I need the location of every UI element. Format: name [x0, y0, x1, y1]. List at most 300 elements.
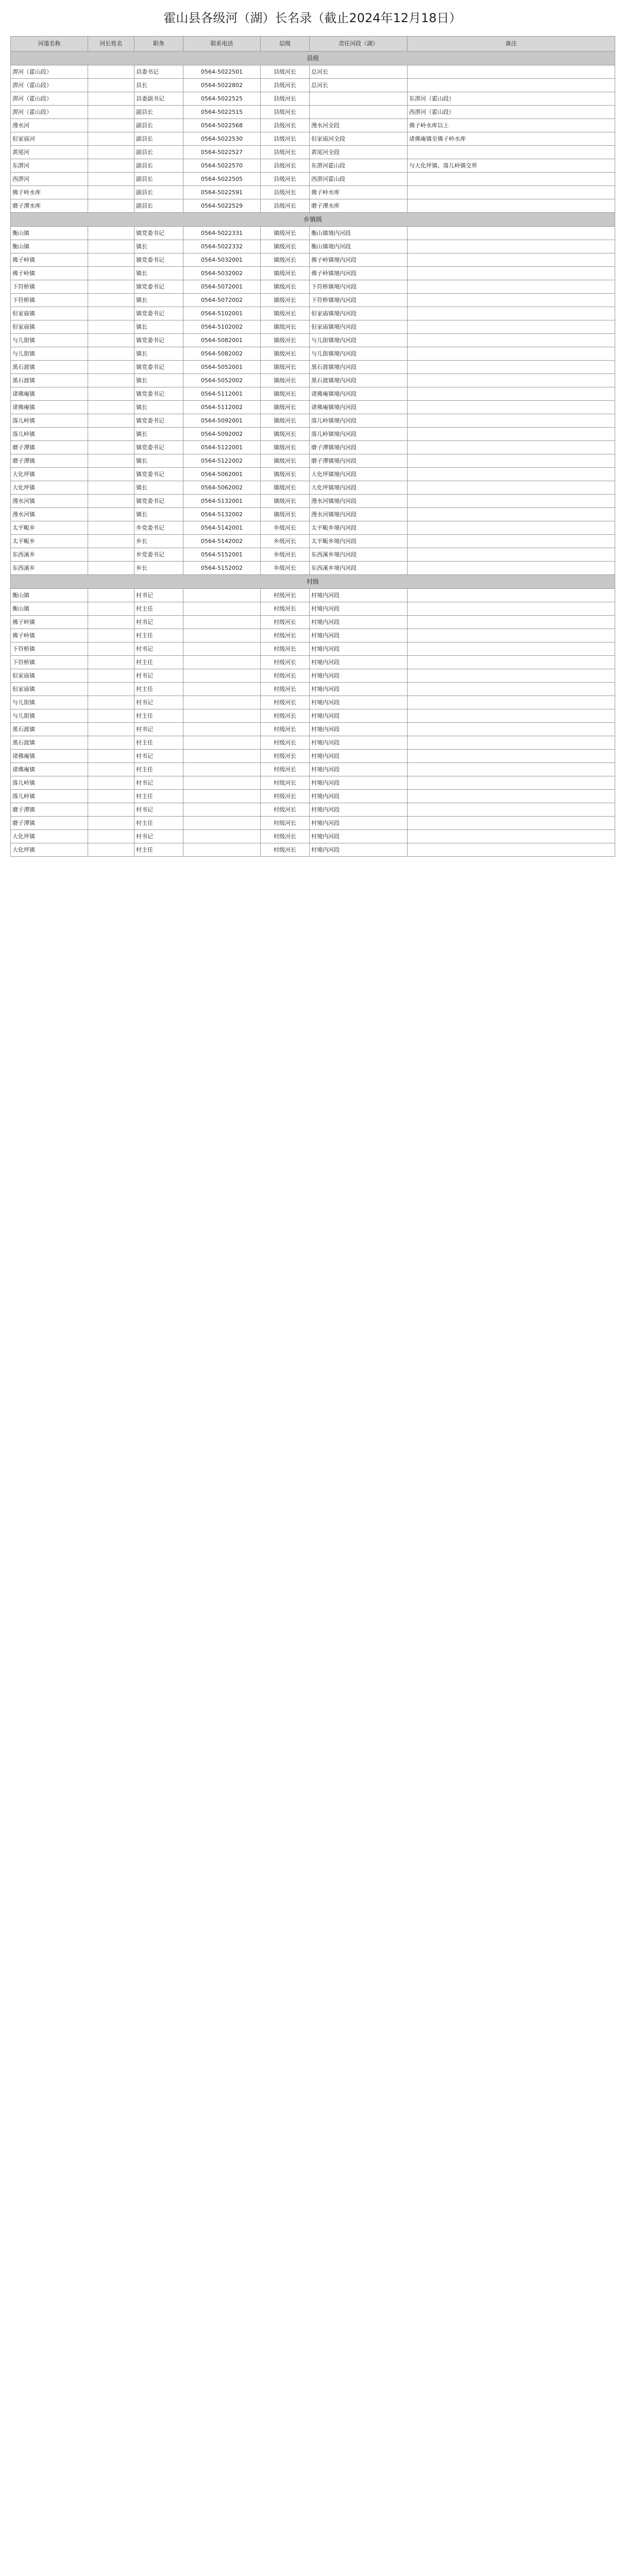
table-cell	[88, 616, 134, 629]
table-cell: 下符桥镇境内河段	[310, 294, 408, 307]
table-cell: 镇级河长	[261, 508, 310, 521]
table-cell	[88, 709, 134, 723]
table-cell: 但家庙镇境内河段	[310, 307, 408, 320]
table-row	[11, 119, 615, 132]
table-cell: 0564-5022570	[183, 159, 261, 173]
table-cell: 0564-5112001	[183, 387, 261, 401]
table-cell	[183, 602, 261, 616]
table-cell: 诸佛庵镇	[11, 401, 88, 414]
table-cell: 但家庙镇	[11, 320, 88, 334]
table-cell: 漫水河镇境内河段	[310, 495, 408, 508]
table-cell	[183, 750, 261, 763]
table-cell: 镇党委书记	[134, 468, 183, 481]
column-header: 河道名称	[11, 37, 88, 52]
table-cell: 镇级河长	[261, 267, 310, 280]
table-cell	[88, 589, 134, 602]
table-cell	[88, 481, 134, 495]
table-cell: 东西溪乡境内河段	[310, 562, 408, 575]
table-cell: 乡长	[134, 562, 183, 575]
table-cell	[408, 817, 615, 830]
table-row	[11, 240, 615, 253]
table-cell	[88, 240, 134, 253]
table-cell: 镇级河长	[261, 280, 310, 294]
page	[0, 0, 625, 873]
table-header	[11, 37, 615, 52]
table-cell: 0564-5132001	[183, 495, 261, 508]
table-row	[11, 750, 615, 763]
table-cell: 乡党委书记	[134, 521, 183, 535]
table-cell: 0564-5032002	[183, 267, 261, 280]
table-cell	[88, 817, 134, 830]
table-cell: 东西溪乡境内河段	[310, 548, 408, 562]
table-cell: 黑石渡镇境内河段	[310, 374, 408, 387]
table-row	[11, 642, 615, 656]
table-cell	[408, 750, 615, 763]
section-title: 村级	[11, 575, 615, 589]
table-cell: 佛子岭镇	[11, 629, 88, 642]
table-cell: 乡级河长	[261, 562, 310, 575]
table-cell	[408, 441, 615, 454]
table-cell: 村主任	[134, 763, 183, 776]
table-cell: 大化坪镇	[11, 468, 88, 481]
table-cell: 副县长	[134, 186, 183, 199]
table-cell	[88, 521, 134, 535]
table-cell: 村书记	[134, 696, 183, 709]
table-cell: 太平畈乡境内河段	[310, 521, 408, 535]
table-cell: 镇长	[134, 481, 183, 495]
table-cell: 村级河长	[261, 830, 310, 843]
table-cell: 县级河长	[261, 119, 310, 132]
table-cell: 0564-5122002	[183, 454, 261, 468]
table-cell	[183, 776, 261, 790]
table-cell: 村级河长	[261, 723, 310, 736]
table-cell: 0564-5082002	[183, 347, 261, 361]
section-row	[11, 575, 615, 589]
table-row	[11, 199, 615, 213]
table-cell: 村境内河段	[310, 629, 408, 642]
table-row	[11, 817, 615, 830]
table-cell: 淠河（霍山段）	[11, 92, 88, 106]
table-cell	[88, 387, 134, 401]
table-cell	[183, 817, 261, 830]
table-cell: 0564-5022331	[183, 227, 261, 240]
table-cell	[183, 763, 261, 776]
table-cell	[183, 629, 261, 642]
table-cell	[88, 65, 134, 79]
table-cell: 村级河长	[261, 803, 310, 817]
table-cell: 衡山镇	[11, 240, 88, 253]
table-cell	[88, 763, 134, 776]
table-cell	[88, 307, 134, 320]
table-cell	[88, 656, 134, 669]
table-cell	[88, 253, 134, 267]
table-row	[11, 803, 615, 817]
table-row	[11, 159, 615, 173]
table-cell: 落儿岭镇	[11, 414, 88, 428]
table-cell	[408, 240, 615, 253]
table-cell: 村书记	[134, 830, 183, 843]
table-cell: 镇级河长	[261, 334, 310, 347]
table-cell: 乡党委书记	[134, 548, 183, 562]
column-header: 联系电话	[183, 37, 261, 52]
table-cell: 镇级河长	[261, 401, 310, 414]
table-cell	[408, 186, 615, 199]
table-row	[11, 521, 615, 535]
table-cell	[88, 776, 134, 790]
table-cell	[88, 683, 134, 696]
table-cell	[88, 441, 134, 454]
table-cell	[408, 830, 615, 843]
table-cell: 0564-5152001	[183, 548, 261, 562]
table-cell: 磨子潭镇	[11, 441, 88, 454]
table-row	[11, 454, 615, 468]
table-cell	[88, 186, 134, 199]
table-row	[11, 334, 615, 347]
table-row	[11, 763, 615, 776]
table-cell: 黄尾河	[11, 146, 88, 159]
table-cell: 村境内河段	[310, 790, 408, 803]
table-cell: 磨子潭水库	[310, 199, 408, 213]
table-row	[11, 320, 615, 334]
table-row	[11, 535, 615, 548]
table-body	[11, 52, 615, 857]
table-row	[11, 146, 615, 159]
table-cell: 镇党委书记	[134, 307, 183, 320]
table-cell	[88, 629, 134, 642]
table-cell: 0564-5022802	[183, 79, 261, 92]
table-cell: 县级河长	[261, 186, 310, 199]
table-cell: 与儿街镇	[11, 334, 88, 347]
table-cell	[88, 508, 134, 521]
table-row	[11, 132, 615, 146]
table-cell: 村主任	[134, 736, 183, 750]
table-cell: 镇级河长	[261, 428, 310, 441]
table-cell: 镇党委书记	[134, 227, 183, 240]
table-cell: 乡长	[134, 535, 183, 548]
table-cell: 村境内河段	[310, 669, 408, 683]
table-cell	[408, 468, 615, 481]
table-cell: 镇长	[134, 401, 183, 414]
table-cell	[408, 65, 615, 79]
table-cell: 东淠河	[11, 159, 88, 173]
table-cell: 0564-5022529	[183, 199, 261, 213]
column-header: 职务	[134, 37, 183, 52]
table-cell: 诸佛庵镇	[11, 387, 88, 401]
table-cell	[183, 803, 261, 817]
table-cell: 村境内河段	[310, 763, 408, 776]
table-cell	[88, 495, 134, 508]
table-cell: 大化坪镇	[11, 481, 88, 495]
table-cell	[408, 521, 615, 535]
table-row	[11, 280, 615, 294]
table-cell: 东淠河（霍山段）	[408, 92, 615, 106]
table-cell	[88, 79, 134, 92]
table-cell: 0564-5022527	[183, 146, 261, 159]
table-row	[11, 736, 615, 750]
table-cell: 0564-5092002	[183, 428, 261, 441]
table-cell	[88, 401, 134, 414]
table-cell: 0564-5072002	[183, 294, 261, 307]
table-cell: 村境内河段	[310, 683, 408, 696]
table-cell: 淠河（霍山段）	[11, 79, 88, 92]
table-cell: 大化坪镇	[11, 843, 88, 857]
table-cell: 佛子岭镇境内河段	[310, 253, 408, 267]
table-cell	[88, 374, 134, 387]
table-cell: 村级河长	[261, 589, 310, 602]
table-cell: 镇级河长	[261, 227, 310, 240]
table-cell	[183, 830, 261, 843]
table-cell: 大化坪镇境内河段	[310, 481, 408, 495]
table-cell	[408, 401, 615, 414]
table-row	[11, 79, 615, 92]
table-cell	[88, 173, 134, 186]
table-cell: 西淠河	[11, 173, 88, 186]
table-cell: 村境内河段	[310, 696, 408, 709]
table-cell	[408, 428, 615, 441]
table-cell	[88, 159, 134, 173]
table-row	[11, 481, 615, 495]
table-cell	[408, 361, 615, 374]
table-cell: 副县长	[134, 159, 183, 173]
table-cell: 与儿街镇	[11, 696, 88, 709]
table-row	[11, 723, 615, 736]
table-cell: 0564-5142002	[183, 535, 261, 548]
table-row	[11, 173, 615, 186]
table-row	[11, 468, 615, 481]
table-cell: 淠河（霍山段）	[11, 106, 88, 119]
table-cell: 村主任	[134, 709, 183, 723]
table-cell	[183, 656, 261, 669]
table-row	[11, 776, 615, 790]
table-cell: 村级河长	[261, 790, 310, 803]
table-cell: 衡山镇	[11, 589, 88, 602]
table-cell: 但家庙镇	[11, 307, 88, 320]
table-cell	[408, 253, 615, 267]
table-cell: 县级河长	[261, 65, 310, 79]
table-row	[11, 669, 615, 683]
table-cell: 落儿岭镇	[11, 428, 88, 441]
table-cell	[183, 843, 261, 857]
table-cell: 镇级河长	[261, 307, 310, 320]
table-row	[11, 562, 615, 575]
table-cell	[408, 642, 615, 656]
table-cell: 乡级河长	[261, 521, 310, 535]
table-cell: 磨子潭镇	[11, 803, 88, 817]
table-cell: 0564-5032001	[183, 253, 261, 267]
table-cell: 东淠河霍山段	[310, 159, 408, 173]
table-cell: 0564-5122001	[183, 441, 261, 454]
table-row	[11, 361, 615, 374]
table-cell	[88, 468, 134, 481]
table-cell: 西淠河霍山段	[310, 173, 408, 186]
table-cell	[88, 414, 134, 428]
table-cell	[408, 307, 615, 320]
table-cell: 副县长	[134, 132, 183, 146]
table-cell	[408, 320, 615, 334]
table-cell: 诸佛庵镇境内河段	[310, 387, 408, 401]
table-cell	[408, 843, 615, 857]
table-row	[11, 294, 615, 307]
page-title: 霍山县各级河（湖）长名录（截止2024年12月18日）	[163, 11, 462, 25]
table-cell: 县级河长	[261, 199, 310, 213]
table-cell: 漫水河镇境内河段	[310, 508, 408, 521]
table-cell	[183, 589, 261, 602]
table-row	[11, 548, 615, 562]
table-cell	[408, 199, 615, 213]
section-title: 县级	[11, 52, 615, 65]
table-cell: 淠河（霍山段）	[11, 65, 88, 79]
table-cell: 副县长	[134, 199, 183, 213]
table-cell	[88, 803, 134, 817]
table-cell	[88, 843, 134, 857]
table-cell: 镇党委书记	[134, 387, 183, 401]
table-row	[11, 843, 615, 857]
table-cell: 0564-5022505	[183, 173, 261, 186]
table-cell: 村境内河段	[310, 843, 408, 857]
table-cell	[88, 92, 134, 106]
table-cell: 落儿岭镇境内河段	[310, 428, 408, 441]
table-cell: 0564-5102002	[183, 320, 261, 334]
table-cell: 0564-5022530	[183, 132, 261, 146]
table-cell: 镇级河长	[261, 374, 310, 387]
table-cell: 村级河长	[261, 750, 310, 763]
table-cell	[408, 535, 615, 548]
table-cell: 大化坪镇	[11, 830, 88, 843]
table-cell: 村书记	[134, 589, 183, 602]
table-cell: 镇级河长	[261, 495, 310, 508]
table-cell: 镇级河长	[261, 414, 310, 428]
table-row	[11, 616, 615, 629]
table-cell: 0564-5132002	[183, 508, 261, 521]
table-cell: 总河长	[310, 79, 408, 92]
table-cell: 副县长	[134, 173, 183, 186]
table-cell	[408, 414, 615, 428]
table-cell	[408, 589, 615, 602]
table-cell	[88, 267, 134, 280]
table-cell: 镇级河长	[261, 240, 310, 253]
table-cell: 镇党委书记	[134, 441, 183, 454]
table-row	[11, 414, 615, 428]
table-cell: 0564-5142001	[183, 521, 261, 535]
table-cell: 镇党委书记	[134, 253, 183, 267]
table-cell	[88, 602, 134, 616]
table-cell: 黑石渡镇	[11, 361, 88, 374]
table-cell: 县级河长	[261, 106, 310, 119]
table-cell: 镇级河长	[261, 441, 310, 454]
table-row	[11, 227, 615, 240]
table-row	[11, 602, 615, 616]
table-row	[11, 656, 615, 669]
table-cell	[88, 227, 134, 240]
table-cell	[408, 548, 615, 562]
table-cell: 镇级河长	[261, 468, 310, 481]
table-cell	[408, 776, 615, 790]
table-cell: 黑石渡镇	[11, 723, 88, 736]
table-cell: 与儿街镇境内河段	[310, 347, 408, 361]
table-cell: 东西溪乡	[11, 548, 88, 562]
column-header: 责任河段（湖）	[310, 37, 408, 52]
table-cell: 磨子潭镇	[11, 454, 88, 468]
table-cell: 村书记	[134, 776, 183, 790]
table-cell: 但家庙镇境内河段	[310, 320, 408, 334]
table-cell	[408, 709, 615, 723]
table-cell: 村境内河段	[310, 736, 408, 750]
table-cell: 村级河长	[261, 616, 310, 629]
table-cell: 漫水河镇	[11, 495, 88, 508]
table-cell: 镇党委书记	[134, 334, 183, 347]
table-cell: 0564-5022525	[183, 92, 261, 106]
table-cell: 漫水河全段	[310, 119, 408, 132]
table-cell	[88, 146, 134, 159]
section-row	[11, 52, 615, 65]
table-cell	[88, 334, 134, 347]
table-cell: 县长	[134, 79, 183, 92]
table-cell: 村级河长	[261, 709, 310, 723]
table-cell: 与儿街镇	[11, 709, 88, 723]
table-row	[11, 683, 615, 696]
table-cell: 乡级河长	[261, 548, 310, 562]
table-cell: 镇级河长	[261, 347, 310, 361]
table-cell	[408, 629, 615, 642]
table-cell: 下符桥镇	[11, 642, 88, 656]
table-cell	[408, 696, 615, 709]
table-cell: 副县长	[134, 146, 183, 159]
table-cell	[88, 723, 134, 736]
table-cell: 大化坪镇境内河段	[310, 468, 408, 481]
table-cell: 村境内河段	[310, 616, 408, 629]
table-cell: 0564-5112002	[183, 401, 261, 414]
table-cell	[88, 696, 134, 709]
table-cell	[408, 508, 615, 521]
table-cell: 衡山镇境内河段	[310, 227, 408, 240]
table-cell	[408, 562, 615, 575]
table-cell: 村境内河段	[310, 776, 408, 790]
table-cell: 村境内河段	[310, 642, 408, 656]
table-cell	[88, 548, 134, 562]
table-cell: 镇级河长	[261, 361, 310, 374]
table-cell: 村主任	[134, 817, 183, 830]
table-cell: 0564-5062002	[183, 481, 261, 495]
table-cell: 0564-5082001	[183, 334, 261, 347]
table-cell: 镇级河长	[261, 253, 310, 267]
table-cell	[408, 387, 615, 401]
table-cell	[183, 642, 261, 656]
table-row	[11, 696, 615, 709]
table-row	[11, 106, 615, 119]
section-title: 乡镇级	[11, 213, 615, 227]
table-cell	[183, 696, 261, 709]
table-cell: 村主任	[134, 843, 183, 857]
table-cell: 村级河长	[261, 763, 310, 776]
table-cell	[88, 132, 134, 146]
table-cell: 村级河长	[261, 843, 310, 857]
table-cell	[408, 267, 615, 280]
table-cell	[408, 763, 615, 776]
table-cell: 镇长	[134, 454, 183, 468]
table-row	[11, 441, 615, 454]
table-cell: 磨子潭镇	[11, 817, 88, 830]
table-cell	[310, 92, 408, 106]
table-cell: 镇长	[134, 294, 183, 307]
table-cell: 佛子岭镇	[11, 267, 88, 280]
table-row	[11, 347, 615, 361]
table-cell: 但家庙河全段	[310, 132, 408, 146]
table-cell	[88, 199, 134, 213]
table-cell	[408, 146, 615, 159]
table-cell: 漫水河	[11, 119, 88, 132]
table-cell: 0564-5092001	[183, 414, 261, 428]
table-cell	[408, 374, 615, 387]
